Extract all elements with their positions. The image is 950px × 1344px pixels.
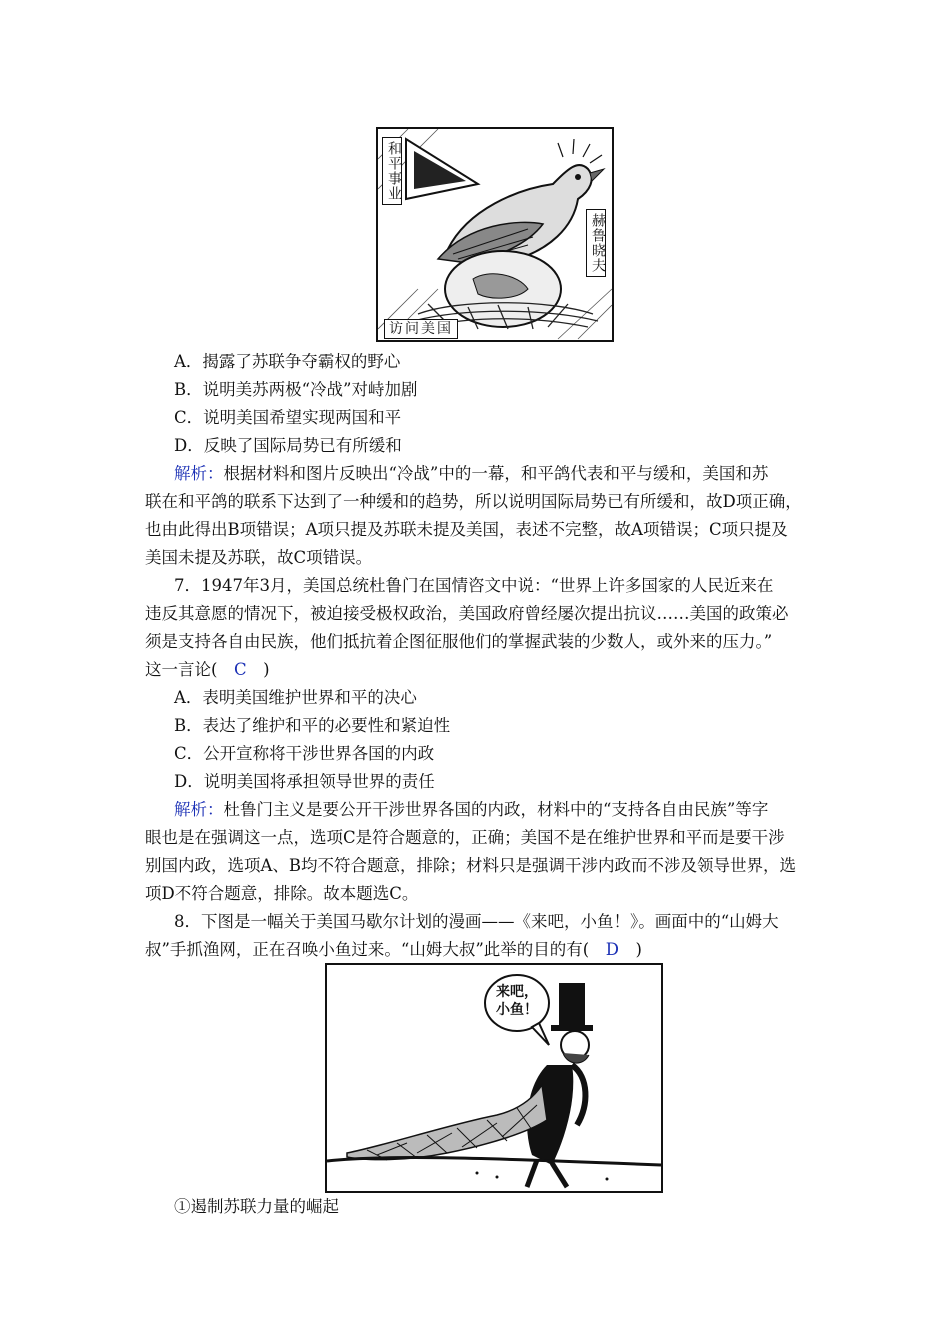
q6-analysis-line-4: 美国未提及苏联，故C项错误。 [145, 548, 373, 567]
q7-stem-line-4 [145, 656, 805, 684]
q7-stem-close: ) [246, 660, 270, 679]
q7-stem-line-1: 7．1947年3月，美国总统杜鲁门在国情咨文中说：“世界上许多国家的人民近来在 [174, 576, 774, 595]
q8-stem-line-1: 8．下图是一幅关于美国马歇尔计划的漫画——《来吧，小鱼！》。画面中的“山姆大 [174, 912, 779, 931]
q7-analysis-line-1 [174, 796, 834, 824]
q7-analysis-label: 解析： [174, 800, 224, 819]
q6-option-a: A．揭露了苏联争夺霸权的野心 [174, 352, 401, 371]
q7-analysis-line-3: 别国内政，选项A、B均不符合题意，排除；材料只是强调干涉内政而不涉及领导世界，选 [145, 856, 797, 875]
q8-stem-text-2: 叔”手抓渔网，正在召唤小鱼过来。“山姆大叔”此举的目的有( [145, 940, 606, 959]
q6-analysis-text-1: 根据材料和图片反映出“冷战”中的一幕，和平鸽代表和平与缓和，美国和苏 [223, 464, 769, 483]
q8-stem-close: ) [618, 940, 642, 959]
peace-dove-cartoon [376, 127, 614, 342]
q6-option-d: D．反映了国际局势已有所缓和 [174, 436, 402, 455]
q8-answer: D [605, 940, 619, 959]
q7-option-c: C．公开宣称将干涉世界各国的内政 [174, 744, 435, 763]
q6-analysis-label: 解析： [174, 464, 224, 483]
label-visit-usa: 访问美国 [384, 319, 458, 339]
q8-stem-line-2 [145, 936, 805, 964]
q6-option-b: B．说明美苏两极“冷战”对峙加剧 [174, 380, 418, 399]
q8-item-1: ①遏制苏联力量的崛起 [174, 1197, 339, 1216]
q7-stem-text-4: 这一言论( [145, 660, 234, 679]
bubble-line-2: 小鱼！ [496, 1002, 538, 1018]
q6-option-c: C．说明美国希望实现两国和平 [174, 408, 402, 427]
label-peace-cause: 和平事业 [382, 137, 402, 205]
q7-stem-line-2: 违反其意愿的情况下，被迫接受极权政治，美国政府曾经屡次提出抗议……美国的政策必 [145, 604, 789, 623]
q6-analysis-line-2: 联在和平鸽的联系下达到了一种缓和的趋势，所以说明国际局势已有所缓和，故D项正确， [145, 492, 802, 511]
q7-option-d: D．说明美国将承担领导世界的责任 [174, 772, 435, 791]
q7-option-b: B．表达了维护和平的必要性和紧迫性 [174, 716, 451, 735]
bubble-line-1: 来吧， [496, 984, 538, 1000]
dove-illustration [378, 129, 612, 340]
speech-bubble [491, 983, 543, 1019]
q7-analysis-line-4: 项D不符合题意，排除。故本题选C。 [145, 884, 419, 903]
uncle-sam-cartoon [325, 963, 663, 1193]
q6-analysis-line-3: 也由此得出B项错误；A项只提及苏联未提及美国，表述不完整，故A项错误；C项只提及 [145, 520, 788, 539]
q6-analysis-line-1 [174, 460, 834, 488]
label-khrushchev: 赫鲁晓夫 [586, 209, 606, 277]
q7-option-a: A．表明美国维护世界和平的决心 [174, 688, 417, 707]
q7-answer: C [233, 660, 247, 679]
q7-analysis-text-1: 杜鲁门主义是要公开干涉世界各国的内政，材料中的“支持各自由民族”等字 [223, 800, 769, 819]
q7-stem-line-3: 须是支持各自由民族，他们抵抗着企图征服他们的掌握武装的少数人，或外来的压力。” [145, 632, 773, 651]
q7-analysis-line-2: 眼也是在强调这一点，选项C是符合题意的，正确；美国不是在维护世界和平而是要干涉 [145, 828, 785, 847]
